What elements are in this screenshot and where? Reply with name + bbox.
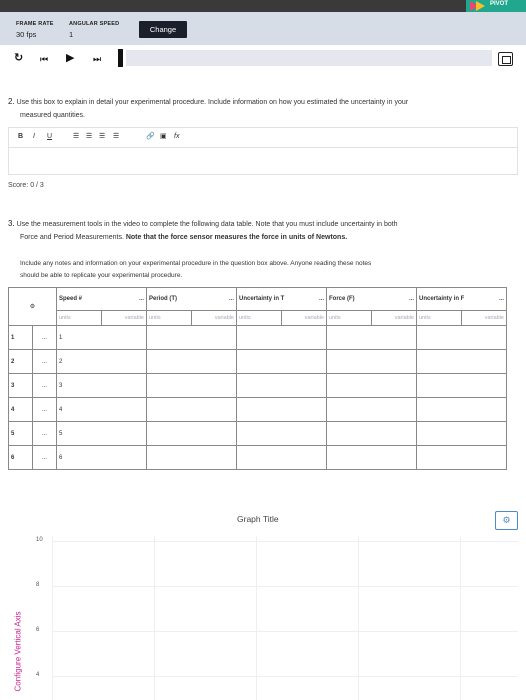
period-cell[interactable] — [147, 326, 237, 350]
italic-button[interactable]: I — [33, 133, 35, 140]
grid-line-horizontal — [52, 676, 518, 677]
uncertainty-f-cell[interactable] — [417, 446, 507, 470]
speed-cell[interactable]: 2 — [57, 350, 147, 374]
logo-text: PIVOT — [490, 1, 509, 7]
variable-field[interactable]: variable — [102, 311, 147, 326]
pivot-logo — [466, 0, 526, 12]
question-text: Force and Period Measurements. — [20, 234, 124, 241]
step-forward-icon[interactable]: ⏭ — [93, 54, 102, 64]
period-cell[interactable] — [147, 374, 237, 398]
y-axis-label[interactable]: Configure Vertical Axis — [13, 611, 23, 692]
period-cell[interactable] — [147, 422, 237, 446]
table-row — [9, 374, 507, 398]
indent-icon[interactable]: ☰ — [113, 133, 120, 140]
replay-icon[interactable]: ↻ — [14, 52, 24, 64]
row-number: 1 — [9, 326, 33, 350]
question-number: 3. — [8, 219, 15, 228]
speed-cell[interactable]: 1 — [57, 326, 147, 350]
rich-text-toolbar — [8, 127, 518, 147]
score-value: 0 / 3 — [30, 182, 44, 189]
underline-button[interactable]: U — [47, 133, 53, 140]
question-number: 2. — [8, 97, 15, 106]
row-menu-icon[interactable]: ... — [33, 350, 57, 374]
row-menu-icon[interactable]: ... — [33, 326, 57, 350]
timeline-scrubber[interactable] — [118, 49, 123, 67]
row-number: 6 — [9, 446, 33, 470]
force-cell[interactable] — [327, 326, 417, 350]
units-field[interactable]: units — [57, 311, 102, 326]
uncertainty-t-cell[interactable] — [237, 446, 327, 470]
question-text: measured quantities. — [20, 112, 85, 119]
fullscreen-icon[interactable] — [498, 52, 513, 66]
force-cell[interactable] — [327, 398, 417, 422]
graph-settings-gear-icon[interactable]: ⚙ — [495, 511, 518, 530]
uncertainty-t-cell[interactable] — [237, 398, 327, 422]
speed-cell[interactable]: 4 — [57, 398, 147, 422]
image-icon[interactable]: ▣ — [160, 133, 167, 140]
table-row — [9, 326, 507, 350]
speed-cell[interactable]: 5 — [57, 422, 147, 446]
force-cell[interactable] — [327, 446, 417, 470]
period-cell[interactable] — [147, 446, 237, 470]
angular-speed-value: 1 — [69, 30, 74, 39]
column-header-uncertainty-f[interactable]: Uncertainty in F ... — [417, 288, 507, 311]
uncertainty-t-cell[interactable] — [237, 350, 327, 374]
link-icon[interactable]: 🔗 — [146, 133, 155, 140]
variable-field[interactable]: variable — [282, 311, 327, 326]
table-row — [9, 398, 507, 422]
unordered-list-icon[interactable]: ☰ — [86, 133, 93, 140]
variable-field[interactable]: variable — [372, 311, 417, 326]
row-number: 4 — [9, 398, 33, 422]
video-timeline[interactable] — [126, 50, 492, 66]
units-field[interactable]: units — [417, 311, 462, 326]
column-header-period[interactable]: Period (T) ... — [147, 288, 237, 311]
score-display — [8, 182, 44, 189]
table-row — [9, 422, 507, 446]
speed-cell[interactable]: 3 — [57, 374, 147, 398]
procedure-answer-input[interactable] — [8, 147, 518, 175]
video-frame — [0, 0, 526, 12]
score-label: Score: — [8, 182, 29, 189]
variable-field[interactable]: variable — [462, 311, 507, 326]
grid-line-horizontal — [52, 631, 518, 632]
logo-triangle-icon — [476, 1, 485, 11]
column-menu-icon[interactable]: ... — [498, 296, 504, 302]
play-icon[interactable]: ▶ — [66, 52, 75, 64]
row-menu-icon[interactable]: ... — [33, 446, 57, 470]
table-row — [9, 350, 507, 374]
row-menu-icon[interactable]: ... — [33, 374, 57, 398]
row-number: 2 — [9, 350, 33, 374]
uncertainty-f-cell[interactable] — [417, 422, 507, 446]
uncertainty-f-cell[interactable] — [417, 326, 507, 350]
period-cell[interactable] — [147, 398, 237, 422]
outdent-icon[interactable]: ☰ — [99, 133, 106, 140]
graph-title[interactable]: Graph Title — [237, 514, 279, 524]
row-number: 3 — [9, 374, 33, 398]
video-settings-bar — [0, 12, 526, 45]
row-number: 5 — [9, 422, 33, 446]
data-table — [8, 287, 507, 470]
note-text: Include any notes and information on your experimental procedure in the question box above. Anyone reading these notes — [20, 260, 372, 267]
uncertainty-t-cell[interactable] — [237, 374, 327, 398]
table-settings-gear-icon[interactable]: ⚙ — [9, 288, 57, 326]
uncertainty-f-cell[interactable] — [417, 398, 507, 422]
question-3-note — [20, 258, 518, 282]
force-cell[interactable] — [327, 374, 417, 398]
row-menu-icon[interactable]: ... — [33, 422, 57, 446]
change-button[interactable]: Change — [139, 21, 187, 38]
question-text-bold: Note that the force sensor measures the force in units of Newtons. — [125, 234, 348, 241]
ordered-list-icon[interactable]: ☰ — [73, 133, 80, 140]
uncertainty-f-cell[interactable] — [417, 374, 507, 398]
note-text: should be able to replicate your experimental procedure. — [20, 272, 183, 279]
question-text: Use the measurement tools in the video to complete the following data table. Note that you must include uncertainty in both — [16, 221, 398, 228]
bold-button[interactable]: B — [18, 133, 24, 140]
table-row — [9, 446, 507, 470]
grid-line-horizontal — [52, 541, 518, 542]
uncertainty-t-cell[interactable] — [237, 326, 327, 350]
row-menu-icon[interactable]: ... — [33, 398, 57, 422]
y-tick-label: 4 — [36, 672, 40, 678]
speed-cell[interactable]: 6 — [57, 446, 147, 470]
step-back-icon[interactable]: ⏮ — [40, 54, 49, 64]
column-header-force[interactable]: Force (F) ... — [327, 288, 417, 311]
force-cell[interactable] — [327, 422, 417, 446]
units-field[interactable]: units — [237, 311, 282, 326]
angular-speed-label: ANGULAR SPEED — [69, 21, 120, 27]
frame-rate-value: 30 fps — [16, 30, 37, 39]
period-cell[interactable] — [147, 350, 237, 374]
frame-rate-label: FRAME RATE — [16, 21, 54, 27]
column-menu-icon[interactable]: ... — [318, 296, 324, 302]
column-menu-icon[interactable]: ... — [138, 296, 144, 302]
y-tick-label: 8 — [36, 582, 40, 588]
units-field[interactable]: units — [147, 311, 192, 326]
grid-line-horizontal — [52, 586, 518, 587]
uncertainty-f-cell[interactable] — [417, 350, 507, 374]
formula-button[interactable]: fx — [174, 133, 180, 140]
force-cell[interactable] — [327, 350, 417, 374]
question-3-prompt — [8, 217, 518, 244]
variable-field[interactable]: variable — [192, 311, 237, 326]
graph-plot-area[interactable] — [52, 536, 518, 700]
question-text: Use this box to explain in detail your experimental procedure. Include information on how you estimated the uncertainty in your — [16, 99, 409, 106]
column-header-speed[interactable]: Speed # ... — [57, 288, 147, 311]
column-menu-icon[interactable]: ... — [408, 296, 414, 302]
uncertainty-t-cell[interactable] — [237, 422, 327, 446]
column-menu-icon[interactable]: ... — [228, 296, 234, 302]
y-tick-label: 10 — [36, 537, 43, 543]
column-header-uncertainty-t[interactable]: Uncertainty in T ... — [237, 288, 327, 311]
units-field[interactable]: units — [327, 311, 372, 326]
question-2-prompt — [8, 95, 518, 122]
y-tick-label: 6 — [36, 627, 40, 633]
